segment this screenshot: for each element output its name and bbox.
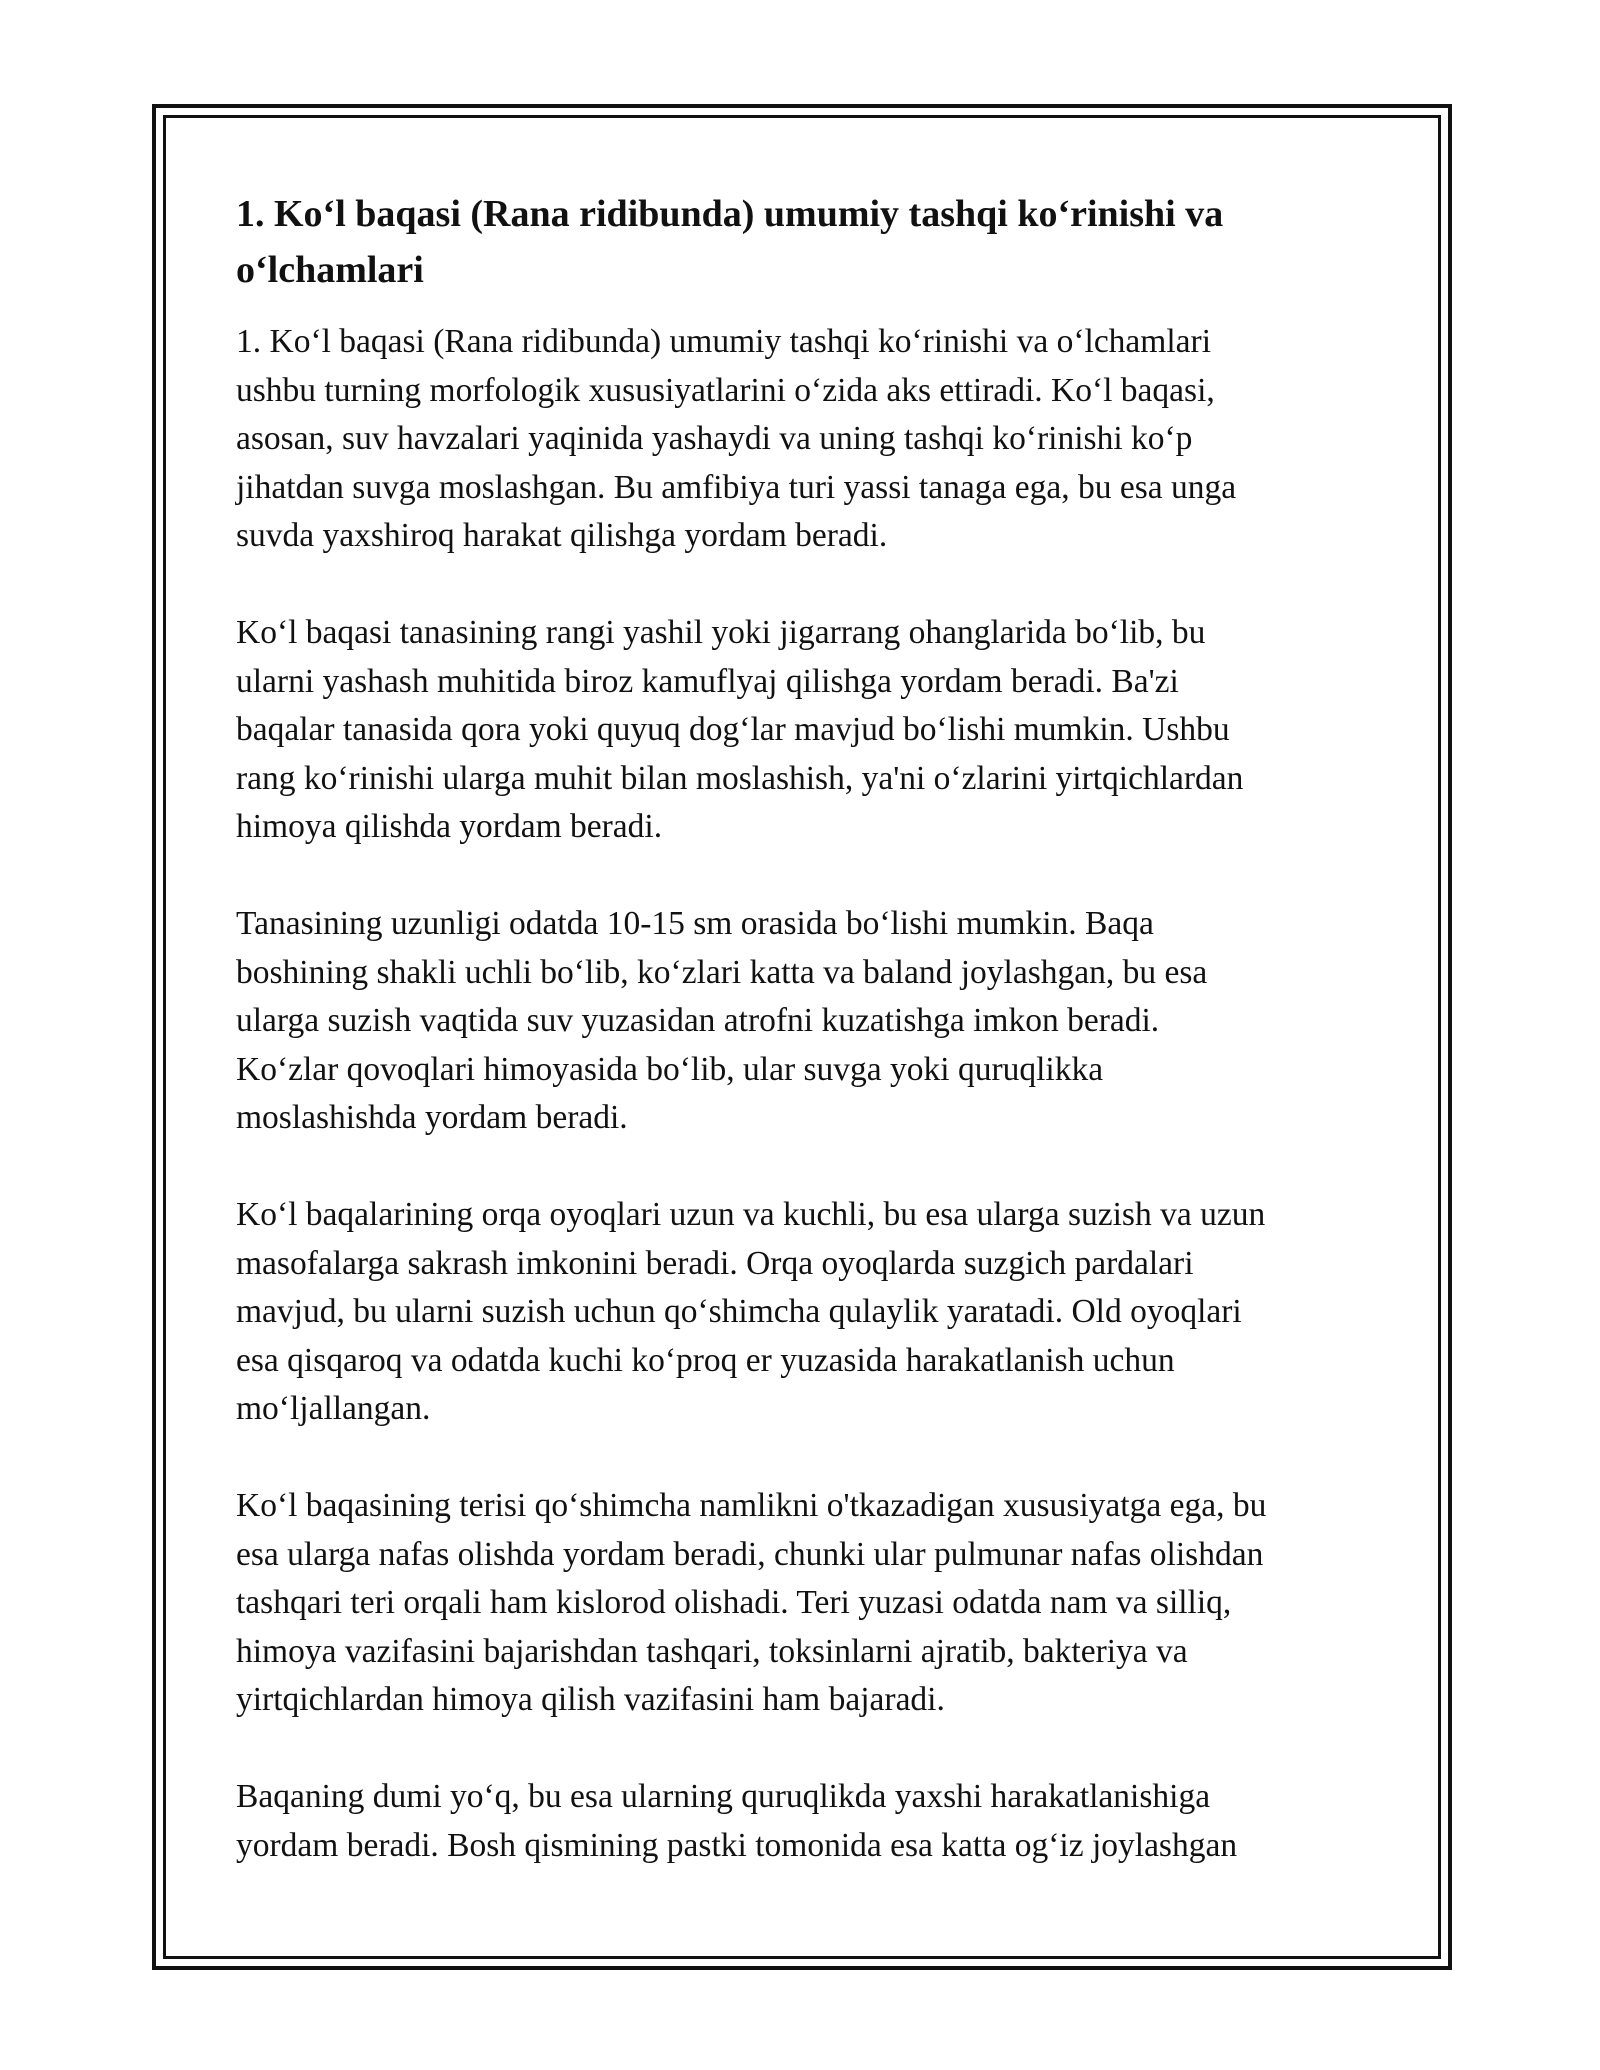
text-line: masofalarga sakrash imkonini beradi. Orqa oyoqlarda suzgich pardalari xyxy=(236,1244,1194,1282)
text-line: himoya qilishda yordam beradi. xyxy=(236,808,663,845)
text-line: Ko‘l baqasi tanasining rangi yashil yoki jigarrang ohanglarida bo‘lib, bu xyxy=(236,614,1206,651)
document-title xyxy=(236,186,1376,298)
paragraph xyxy=(236,1482,1376,1725)
text-line: Ko‘l baqalarining orqa oyoqlari uzun va kuchli, bu esa ularga suzish va uzun xyxy=(236,1196,1266,1233)
text-line: 1. Ko‘l baqasi (Rana ridibunda) umumiy tashqi ko‘rinishi va o‘lchamlari xyxy=(236,323,1212,360)
document-body xyxy=(236,186,1376,1870)
paragraph xyxy=(236,318,1376,561)
title-line: 1. Ko‘l baqasi (Rana ridibunda) umumiy tashqi ko‘rinishi va xyxy=(236,193,1224,235)
text-line: Baqaning dumi yo‘q, bu esa ularning quruqlikda yaxshi harakatlanishiga xyxy=(236,1778,1211,1815)
paragraph xyxy=(236,609,1376,852)
text-line: Ko‘zlar qovoqlari himoyasida bo‘lib, ular suvga yoki quruqlikka xyxy=(236,1050,1104,1088)
text-line: ularga suzish vaqtida suv yuzasidan atrofni kuzatishga imkon beradi. xyxy=(236,1002,1160,1039)
text-line: rang ko‘rinishi ularga muhit bilan moslashish, ya'ni o‘zlarini yirtqichlardan xyxy=(236,759,1244,797)
paragraph-list xyxy=(236,318,1376,1870)
text-line: baqalar tanasida qora yoki quyuq dog‘lar mavjud bo‘lishi mumkin. Ushbu xyxy=(236,711,1230,748)
paragraph xyxy=(236,900,1376,1143)
paragraph xyxy=(236,1191,1376,1434)
text-line: jihatdan suvga moslashgan. Bu amfibiya turi yassi tanaga ega, bu esa unga xyxy=(236,468,1237,506)
text-line: asosan, suv havzalari yaqinida yashaydi va uning tashqi ko‘rinishi ko‘p xyxy=(236,420,1193,457)
text-line: esa ularga nafas olishda yordam beradi, chunki ular pulmunar nafas olishdan xyxy=(236,1535,1264,1573)
text-line: mo‘ljallangan. xyxy=(236,1390,431,1427)
text-line: moslashishda yordam beradi. xyxy=(236,1099,628,1136)
text-line: esa qisqaroq va odatda kuchi ko‘proq er yuzasida harakatlanish uchun xyxy=(236,1341,1175,1379)
text-line: boshining shakli uchli bo‘lib, ko‘zlari katta va baland joylashgan, bu esa xyxy=(236,953,1208,991)
text-line: Tanasining uzunligi odatda 10-15 sm orasida bo‘lishi mumkin. Baqa xyxy=(236,905,1154,942)
text-line: ularni yashash muhitida biroz kamuflyaj qilishga yordam beradi. Ba'zi xyxy=(236,662,1179,700)
text-line: Ko‘l baqasining terisi qo‘shimcha namlikni o'tkazadigan xususiyatga ega, bu xyxy=(236,1487,1267,1524)
text-line: suvda yaxshiroq harakat qilishga yordam beradi. xyxy=(236,517,888,554)
paragraph xyxy=(236,1773,1376,1870)
text-line: yordam beradi. Bosh qismining pastki tomonida esa katta og‘iz joylashgan xyxy=(236,1826,1238,1864)
title-line: o‘lchamlari xyxy=(236,249,424,291)
text-line: yirtqichlardan himoya qilish vazifasini ham bajaradi. xyxy=(236,1681,945,1718)
text-line: himoya vazifasini bajarishdan tashqari, toksinlarni ajratib, bakteriya va xyxy=(236,1632,1188,1670)
text-line: ushbu turning morfologik xususiyatlarini o‘zida aks ettiradi. Ko‘l baqasi, xyxy=(236,371,1215,409)
text-line: mavjud, bu ularni suzish uchun qo‘shimcha qulaylik yaratadi. Old oyoqlari xyxy=(236,1293,1242,1330)
text-line: tashqari teri orqali ham kislorod olishadi. Teri yuzasi odatda nam va silliq, xyxy=(236,1584,1232,1621)
